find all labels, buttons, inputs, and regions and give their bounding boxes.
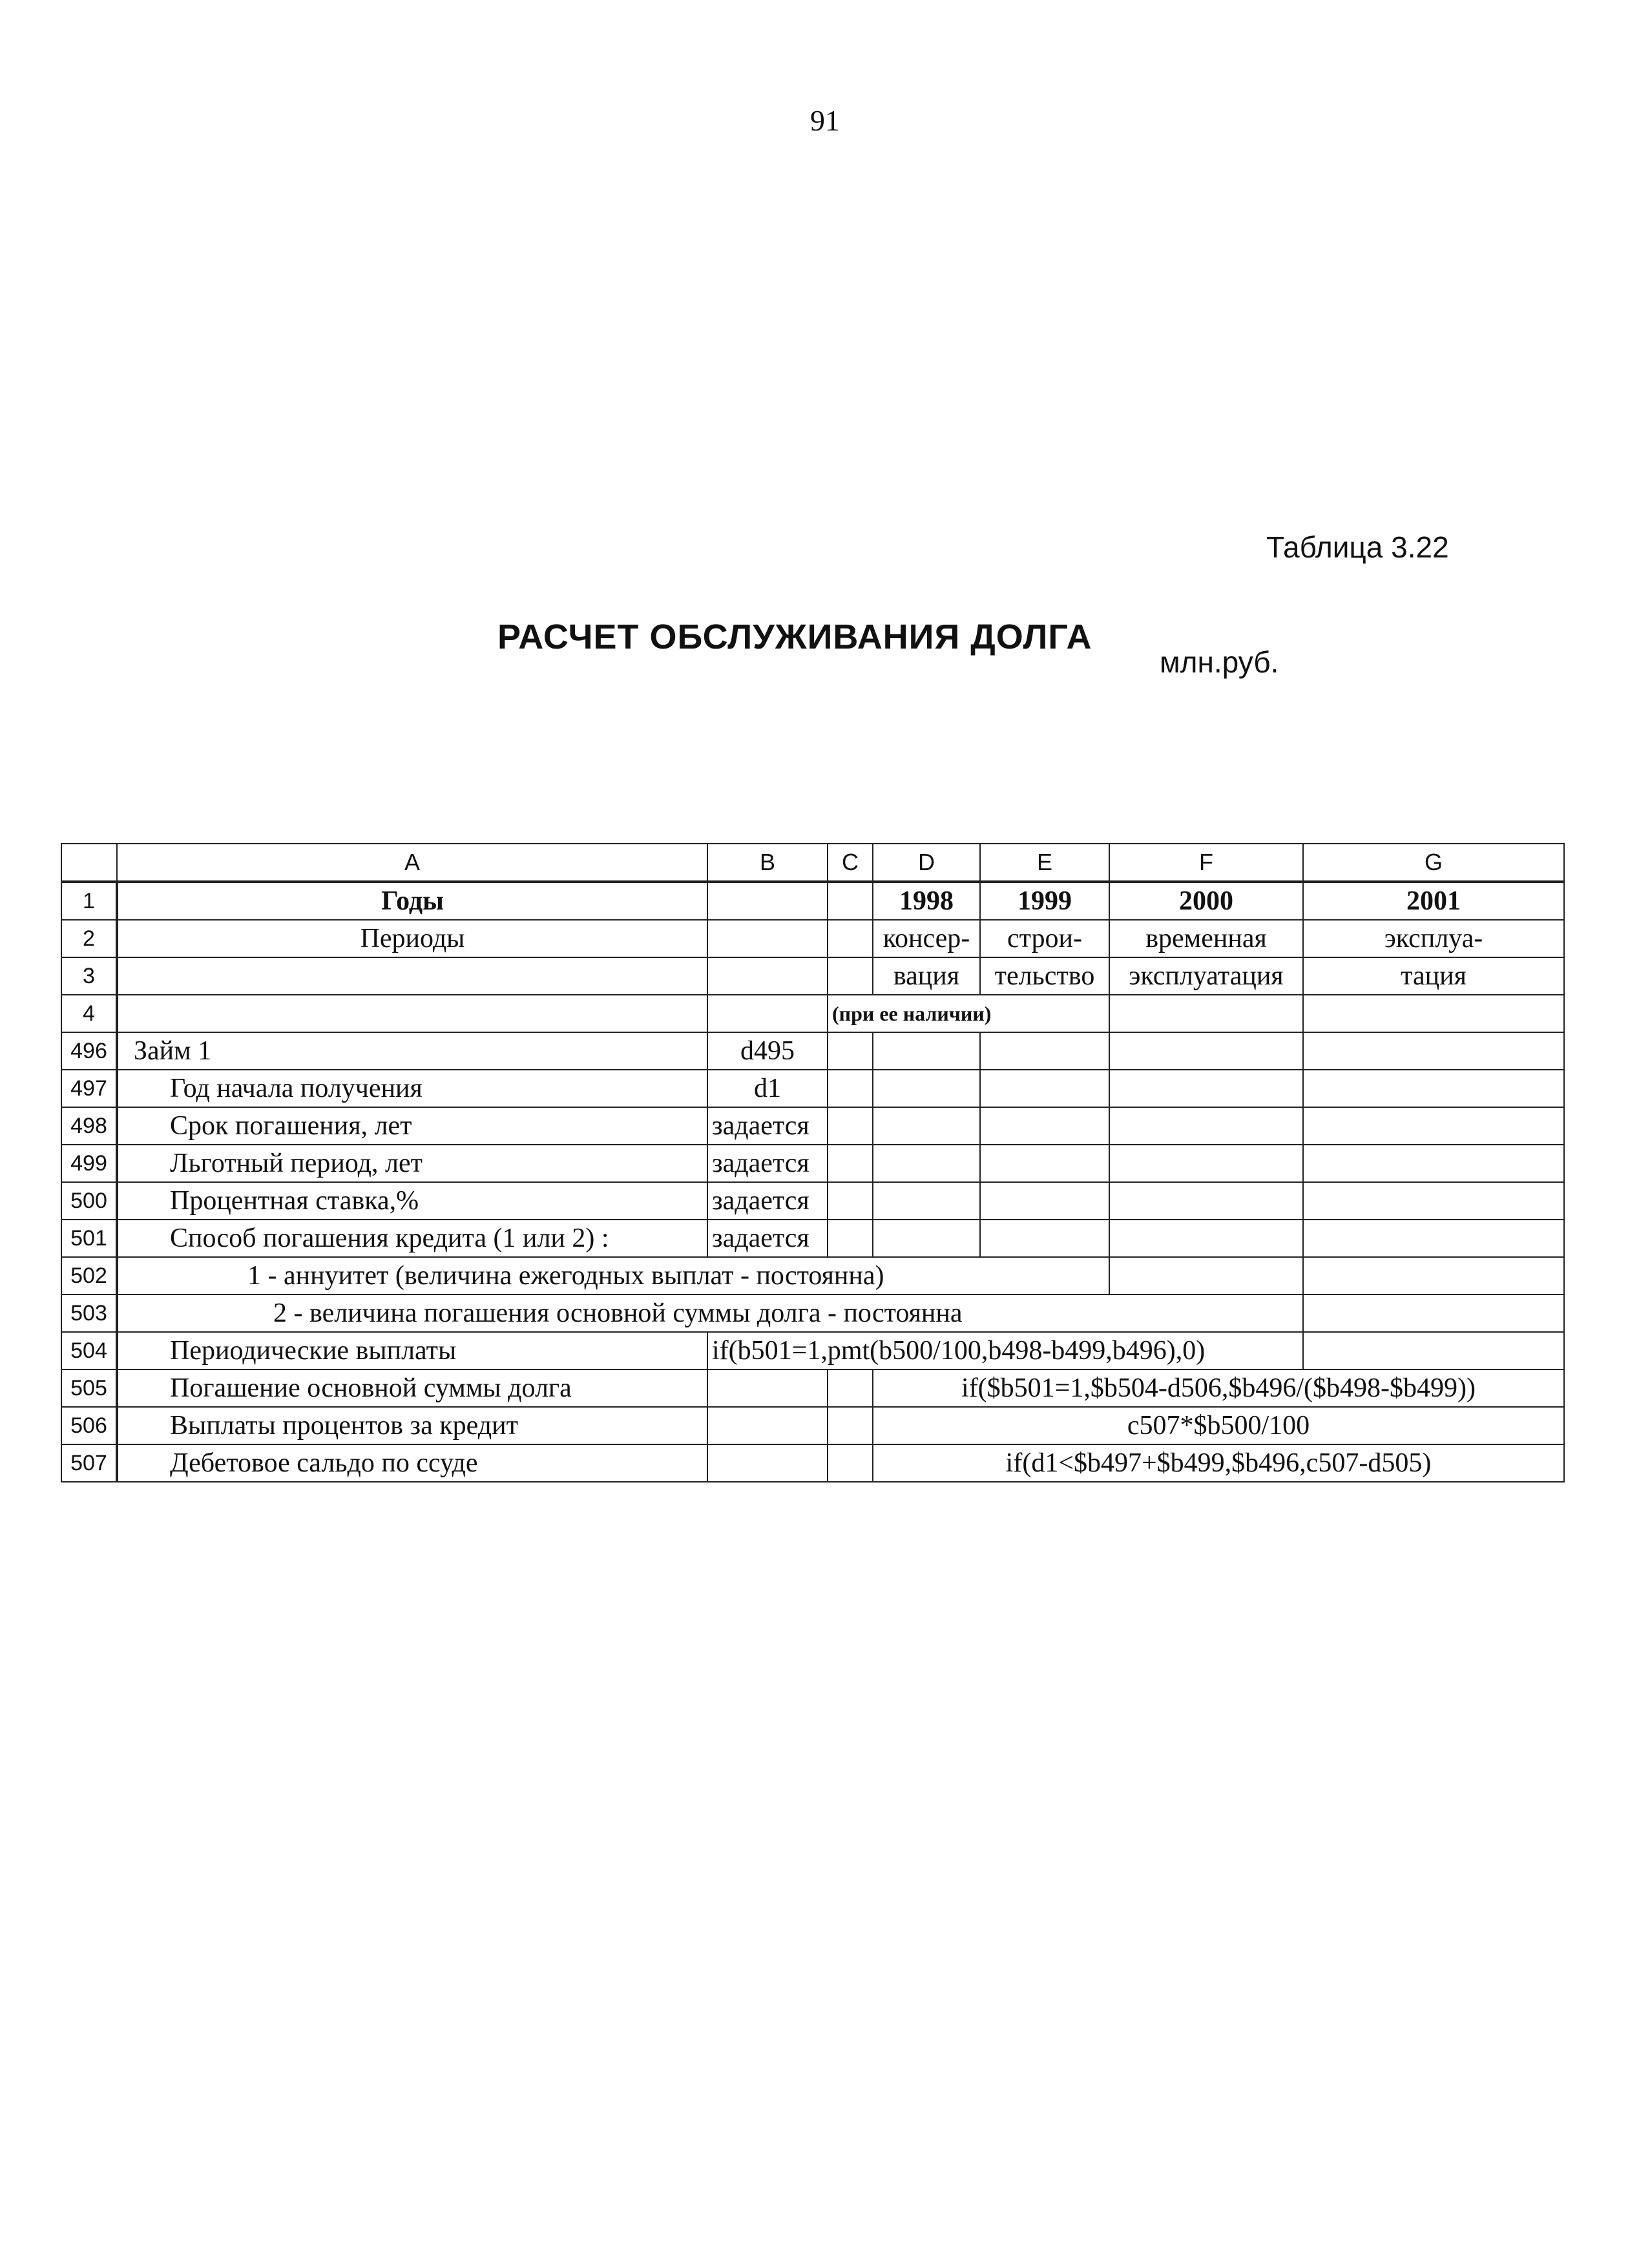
cell-a497[interactable]: Год начала получения	[117, 1070, 707, 1107]
table-row	[61, 920, 1564, 957]
cell-c500[interactable]	[828, 1182, 873, 1220]
cell-g500[interactable]	[1303, 1182, 1564, 1220]
units-label: млн.руб.	[1160, 645, 1279, 679]
cell-g1[interactable]: 2001	[1303, 882, 1564, 920]
cell-b1[interactable]	[707, 882, 828, 920]
cell-a496[interactable]: Займ 1	[117, 1032, 707, 1070]
corner-cell[interactable]	[61, 844, 117, 882]
column-header-f[interactable]: F	[1109, 844, 1303, 882]
cell-g4[interactable]	[1303, 995, 1564, 1032]
table-row	[61, 882, 1564, 920]
cell-g501[interactable]	[1303, 1220, 1564, 1257]
column-header-g[interactable]: G	[1303, 844, 1564, 882]
cell-d496[interactable]	[873, 1032, 980, 1070]
cell-f500[interactable]	[1109, 1182, 1303, 1220]
cell-b4[interactable]	[707, 995, 828, 1032]
cell-f501[interactable]	[1109, 1220, 1303, 1257]
cell-d2[interactable]: консер-	[873, 920, 980, 957]
cell-a2[interactable]: Периоды	[117, 920, 707, 957]
column-header-b[interactable]: B	[707, 844, 828, 882]
table-row	[61, 1220, 1564, 1257]
table-row	[61, 957, 1564, 995]
cell-f1[interactable]: 2000	[1109, 882, 1303, 920]
cell-a505[interactable]: Погашение основной суммы долга	[117, 1369, 707, 1407]
row-number[interactable]: 507	[61, 1444, 117, 1482]
cell-b501[interactable]: задается	[707, 1220, 828, 1257]
cell-e1[interactable]: 1999	[980, 882, 1109, 920]
row-number[interactable]: 497	[61, 1070, 117, 1107]
cell-g2[interactable]: эксплуа-	[1303, 920, 1564, 957]
cell-a501[interactable]: Способ погашения кредита (1 или 2) :	[117, 1220, 707, 1257]
cell-a500[interactable]: Процентная ставка,%	[117, 1182, 707, 1220]
cell-f499[interactable]	[1109, 1145, 1303, 1182]
cell-e498[interactable]	[980, 1107, 1109, 1145]
cell-b499[interactable]: задается	[707, 1145, 828, 1182]
table-row	[61, 1257, 1564, 1295]
cell-d3[interactable]: вация	[873, 957, 980, 995]
cell-d507-formula[interactable]: if(d1<$b497+$b499,$b496,c507-d505)	[873, 1444, 1564, 1482]
cell-a498[interactable]: Срок погашения, лет	[117, 1107, 707, 1145]
cell-c4-note[interactable]: (при ее наличии)	[828, 995, 1109, 1032]
cell-b504-formula[interactable]: if(b501=1,pmt(b500/100,b498-b499,b496),0)	[707, 1332, 1303, 1369]
cell-c499[interactable]	[828, 1145, 873, 1182]
cell-b505[interactable]	[707, 1369, 828, 1407]
cell-a499[interactable]: Льготный период, лет	[117, 1145, 707, 1182]
cell-b496[interactable]: d495	[707, 1032, 828, 1070]
table-row	[61, 1444, 1564, 1482]
cell-f498[interactable]	[1109, 1107, 1303, 1145]
cell-e499[interactable]	[980, 1145, 1109, 1182]
cell-c497[interactable]	[828, 1070, 873, 1107]
table-label: Таблица 3.22	[1266, 530, 1449, 564]
cell-c496[interactable]	[828, 1032, 873, 1070]
page-number: 91	[810, 104, 840, 137]
row-number[interactable]: 506	[61, 1407, 117, 1444]
cell-b497[interactable]: d1	[707, 1070, 828, 1107]
table-row	[61, 1107, 1564, 1145]
cell-d506-formula[interactable]: c507*$b500/100	[873, 1407, 1564, 1444]
cell-e2[interactable]: строи-	[980, 920, 1109, 957]
table-row	[61, 1407, 1564, 1444]
cell-g504[interactable]	[1303, 1332, 1564, 1369]
cell-a504[interactable]: Периодические выплаты	[117, 1332, 707, 1369]
column-header-a[interactable]: A	[117, 844, 707, 882]
cell-d498[interactable]	[873, 1107, 980, 1145]
cell-b2[interactable]	[707, 920, 828, 957]
row-number[interactable]: 1	[61, 882, 117, 920]
cell-c501[interactable]	[828, 1220, 873, 1257]
column-header-e[interactable]: E	[980, 844, 1109, 882]
cell-b498[interactable]: задается	[707, 1107, 828, 1145]
table-row	[61, 1369, 1564, 1407]
cell-a502[interactable]: 1 - аннуитет (величина ежегодных выплат - постоянна)	[117, 1257, 1109, 1295]
cell-c498[interactable]	[828, 1107, 873, 1145]
row-number[interactable]: 499	[61, 1145, 117, 1182]
cell-d505-formula[interactable]: if($b501=1,$b504-d506,$b496/($b498-$b499))	[873, 1369, 1564, 1407]
cell-a503[interactable]: 2 - величина погашения основной суммы долга - постоянна	[117, 1295, 1303, 1332]
row-number[interactable]: 3	[61, 957, 117, 995]
cell-d1[interactable]: 1998	[873, 882, 980, 920]
row-number[interactable]: 498	[61, 1107, 117, 1145]
cell-e500[interactable]	[980, 1182, 1109, 1220]
table-row	[61, 1332, 1564, 1369]
cell-f4[interactable]	[1109, 995, 1303, 1032]
cell-c3[interactable]	[828, 957, 873, 995]
table-row	[61, 995, 1564, 1032]
row-number[interactable]: 496	[61, 1032, 117, 1070]
cell-e496[interactable]	[980, 1032, 1109, 1070]
cell-f497[interactable]	[1109, 1070, 1303, 1107]
cell-e497[interactable]	[980, 1070, 1109, 1107]
cell-g499[interactable]	[1303, 1145, 1564, 1182]
row-number[interactable]: 4	[61, 995, 117, 1032]
cell-g498[interactable]	[1303, 1107, 1564, 1145]
row-number[interactable]: 502	[61, 1257, 117, 1295]
cell-c506[interactable]	[828, 1407, 873, 1444]
cell-d497[interactable]	[873, 1070, 980, 1107]
row-number[interactable]: 504	[61, 1332, 117, 1369]
row-number[interactable]: 505	[61, 1369, 117, 1407]
row-number[interactable]: 2	[61, 920, 117, 957]
column-header-c[interactable]: C	[828, 844, 873, 882]
cell-a506[interactable]: Выплаты процентов за кредит	[117, 1407, 707, 1444]
cell-e501[interactable]	[980, 1220, 1109, 1257]
row-number[interactable]: 500	[61, 1182, 117, 1220]
cell-f502[interactable]	[1109, 1257, 1303, 1295]
table-row	[61, 1145, 1564, 1182]
cell-g3[interactable]: тация	[1303, 957, 1564, 995]
cell-b506[interactable]	[707, 1407, 828, 1444]
cell-g503[interactable]	[1303, 1295, 1564, 1332]
cell-g502[interactable]	[1303, 1257, 1564, 1295]
cell-b507[interactable]	[707, 1444, 828, 1482]
cell-a507[interactable]: Дебетовое сальдо по ссуде	[117, 1444, 707, 1482]
cell-f496[interactable]	[1109, 1032, 1303, 1070]
column-header-d[interactable]: D	[873, 844, 980, 882]
cell-d500[interactable]	[873, 1182, 980, 1220]
table-row	[61, 1070, 1564, 1107]
row-number[interactable]: 503	[61, 1295, 117, 1332]
cell-c505[interactable]	[828, 1369, 873, 1407]
cell-f3[interactable]: эксплуатация	[1109, 957, 1303, 995]
table-row	[61, 1182, 1564, 1220]
cell-e3[interactable]: тельство	[980, 957, 1109, 995]
cell-b3[interactable]	[707, 957, 828, 995]
spreadsheet-table	[61, 843, 1565, 1483]
cell-d499[interactable]	[873, 1145, 980, 1182]
table-row	[61, 1032, 1564, 1070]
cell-g497[interactable]	[1303, 1070, 1564, 1107]
cell-c2[interactable]	[828, 920, 873, 957]
cell-c1[interactable]	[828, 882, 873, 920]
row-number[interactable]: 501	[61, 1220, 117, 1257]
cell-a1[interactable]: Годы	[117, 882, 707, 920]
cell-a4[interactable]	[117, 995, 707, 1032]
table-row	[61, 1295, 1564, 1332]
cell-g496[interactable]	[1303, 1032, 1564, 1070]
cell-f2[interactable]: временная	[1109, 920, 1303, 957]
page-title: РАСЧЕТ ОБСЛУЖИВАНИЯ ДОЛГА	[497, 618, 1092, 656]
cell-c507[interactable]	[828, 1444, 873, 1482]
cell-b500[interactable]: задается	[707, 1182, 828, 1220]
cell-a3[interactable]	[117, 957, 707, 995]
column-header-row	[61, 844, 1564, 882]
cell-d501[interactable]	[873, 1220, 980, 1257]
